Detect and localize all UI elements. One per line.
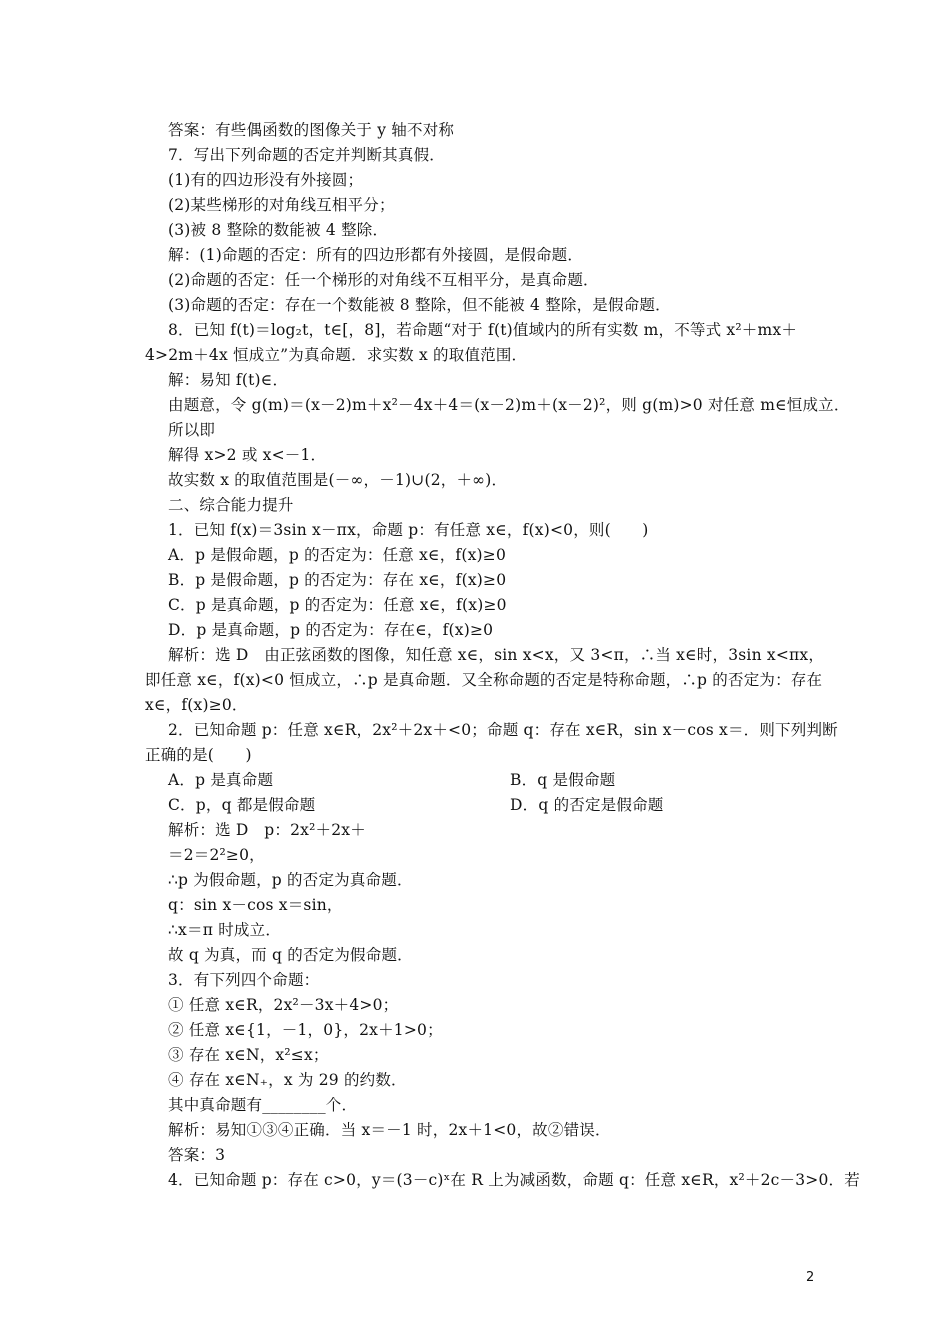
q7-item-1: (1)有的四边形没有外接圆； [168, 171, 364, 189]
q2-2-analysis-1: 解析：选 D p：2x²＋2x＋ [168, 821, 366, 839]
q2-3-item-3: ③ 存在 x∈N，x²≤x； [168, 1046, 329, 1064]
q7-solution-3: (3)命题的否定：存在一个数能被 8 整除，但不能被 4 整除，是假命题． [168, 296, 671, 314]
q2-2-analysis-3: ∴p 为假命题，p 的否定为真命题． [168, 871, 413, 889]
question-8: 8．已知 f(t)＝log₂t，t∈[，8]，若命题“对于 f(t)值域内的所有实数 m，不等式 x²＋mx＋ [168, 321, 798, 339]
q8-solution-3: 所以即 [168, 421, 216, 439]
q8-solution-2: 由题意，令 g(m)＝(x－2)m＋x²－4x＋4＝(x－2)m＋(x－2)²，则 g(m)>0 对任意 m∈恒成立． [168, 396, 850, 414]
q2-3-item-1: ① 任意 x∈R，2x²－3x＋4>0； [168, 996, 399, 1014]
q2-2-analysis-4: q：sin x－cos x＝sin， [168, 896, 343, 914]
q8-solution-4: 解得 x>2 或 x<－1． [168, 446, 327, 464]
q2-3-blank: 其中真命题有________个． [168, 1096, 358, 1114]
question-8-cont: 4>2m＋4x 恒成立”为真命题．求实数 x 的取值范围． [145, 346, 528, 364]
q2-2-option-c: C．p，q 都是假命题 [168, 796, 316, 814]
q2-2-option-b: B．q 是假命题 [510, 771, 616, 789]
question-2-2-cont: 正确的是( ) [145, 746, 252, 764]
q2-3-answer: 答案：3 [168, 1146, 226, 1164]
q2-2-option-d: D．q 的否定是假命题 [510, 796, 664, 814]
q2-1-option-a: A．p 是假命题，p 的否定为：任意 x∈，f(x)≥0 [168, 546, 507, 564]
q2-1-analysis-3: x∈，f(x)≥0． [145, 696, 248, 714]
q2-3-item-4: ④ 存在 x∈N₊，x 为 29 的约数． [168, 1071, 407, 1089]
q7-solution-2: (2)命题的否定：任一个梯形的对角线不互相平分，是真命题． [168, 271, 599, 289]
question-2-3: 3．有下列四个命题： [168, 971, 320, 989]
q8-solution-1: 解：易知 f(t)∈． [168, 371, 289, 389]
question-7: 7．写出下列命题的否定并判断其真假． [168, 146, 445, 164]
q8-solution-5: 故实数 x 的取值范围是(－∞，－1)∪(2，＋∞)． [168, 471, 508, 489]
q2-3-item-2: ② 任意 x∈{1，－1，0}，2x＋1>0； [168, 1021, 443, 1039]
q2-2-analysis-2: ＝2＝2²≥0， [168, 846, 265, 864]
q2-1-option-d: D．p 是真命题，p 的否定为：存在∈，f(x)≥0 [168, 621, 494, 639]
question-2-1: 1．已知 f(x)＝3sin x－πx，命题 p：有任意 x∈，f(x)<0，则( ) [168, 521, 649, 539]
q7-solution-1: 解：(1)命题的否定：所有的四边形都有外接圆，是假命题． [168, 246, 584, 264]
q2-2-analysis-5: ∴x＝π 时成立． [168, 921, 282, 939]
answer-line: 答案：有些偶函数的图像关于 y 轴不对称 [168, 121, 455, 139]
q2-1-option-c: C．p 是真命题，p 的否定为：任意 x∈，f(x)≥0 [168, 596, 507, 614]
section-heading: 二、综合能力提升 [168, 496, 294, 514]
q2-1-analysis-1: 解析：选 D 由正弦函数的图像，知任意 x∈，sin x<x，又 3<π，∴当 x∈时，3sin x<πx， [168, 646, 825, 664]
q7-item-2: (2)某些梯形的对角线互相平分； [168, 196, 395, 214]
q2-3-analysis: 解析：易知①③④正确．当 x＝－1 时，2x＋1<0，故②错误． [168, 1121, 611, 1139]
q2-2-option-a: A．p 是真命题 [168, 771, 274, 789]
q2-2-analysis-6: 故 q 为真，而 q 的否定为假命题． [168, 946, 413, 964]
question-2-2: 2．已知命题 p：任意 x∈R，2x²＋2x＋<0；命题 q：存在 x∈R，sin x－cos x＝．则下列判断 [168, 721, 838, 739]
page-number: 2 [806, 1270, 815, 1285]
question-2-4: 4．已知命题 p：存在 c>0，y＝(3－c)ˣ在 R 上为减函数，命题 q：任意 x∈R，x²＋2c－3>0．若 [168, 1171, 860, 1189]
q2-1-analysis-2: 即任意 x∈，f(x)<0 恒成立，∴p 是真命题．又全称命题的否定是特称命题，∴p 的否定为：存在 [145, 671, 823, 689]
q2-1-option-b: B．p 是假命题，p 的否定为：存在 x∈，f(x)≥0 [168, 571, 507, 589]
q7-item-3: (3)被 8 整除的数能被 4 整除． [168, 221, 389, 239]
